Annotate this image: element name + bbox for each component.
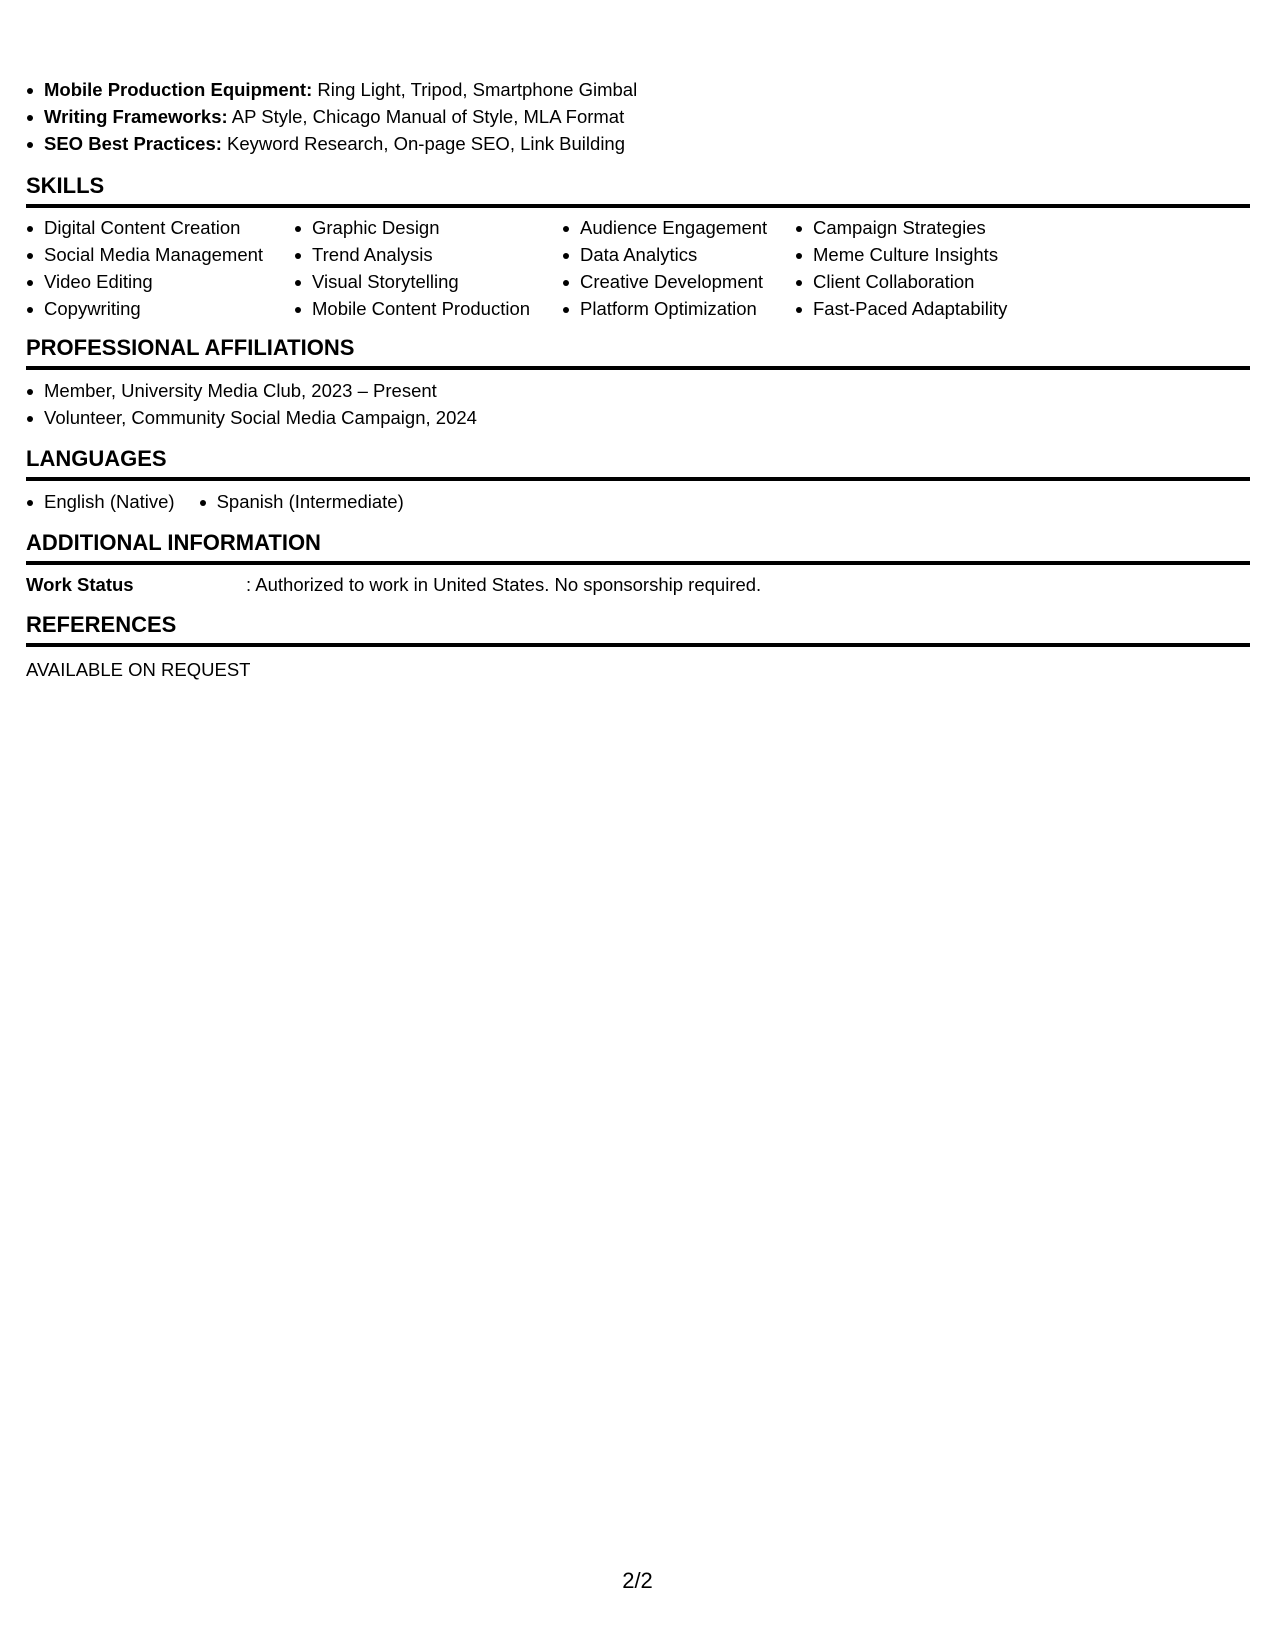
section-title-references: REFERENCES <box>26 611 1250 647</box>
skills-column-2 <box>294 214 562 322</box>
tools-list <box>26 76 1250 157</box>
skill-item: Campaign Strategies <box>795 214 1095 241</box>
page-number: 2/2 <box>622 1568 653 1593</box>
skill-item: Creative Development <box>562 268 795 295</box>
list-item <box>26 103 1250 130</box>
affiliations-list <box>26 377 1250 431</box>
skill-item: Audience Engagement <box>562 214 795 241</box>
references-section <box>26 611 1250 683</box>
list-item <box>26 130 1250 157</box>
work-status-label: Work Status <box>26 574 134 595</box>
list-item: Member, University Media Club, 2023 – Present <box>26 377 1250 404</box>
affiliations-section <box>26 334 1250 431</box>
tool-label: Writing Frameworks: <box>44 106 228 127</box>
skills-section <box>26 172 1250 322</box>
skill-item: Mobile Content Production <box>294 295 562 322</box>
skill-item: Graphic Design <box>294 214 562 241</box>
languages-section <box>26 445 1250 515</box>
section-title-languages: LANGUAGES <box>26 445 1250 481</box>
skills-column-4 <box>795 214 1095 322</box>
skill-item: Video Editing <box>26 268 294 295</box>
work-status-row <box>26 571 1250 598</box>
skill-item: Digital Content Creation <box>26 214 294 241</box>
tool-label: SEO Best Practices: <box>44 133 222 154</box>
skills-column-1 <box>26 214 294 322</box>
tool-label: Mobile Production Equipment: <box>44 79 313 100</box>
tool-value: AP Style, Chicago Manual of Style, MLA Format <box>227 106 625 127</box>
skill-item: Visual Storytelling <box>294 268 562 295</box>
references-text: AVAILABLE ON REQUEST <box>26 659 251 680</box>
list-item: Volunteer, Community Social Media Campaign, 2024 <box>26 404 1250 431</box>
additional-info-section <box>26 529 1250 598</box>
languages-list <box>26 488 1250 515</box>
skill-item: Data Analytics <box>562 241 795 268</box>
skill-item: Client Collaboration <box>795 268 1095 295</box>
section-title-affiliations: PROFESSIONAL AFFILIATIONS <box>26 334 1250 370</box>
section-title-additional-info: ADDITIONAL INFORMATION <box>26 529 1250 565</box>
skill-item: Meme Culture Insights <box>795 241 1095 268</box>
tool-value: Keyword Research, On-page SEO, Link Building <box>221 133 626 154</box>
language-item: Spanish (Intermediate) <box>199 488 404 515</box>
skill-item: Fast-Paced Adaptability <box>795 295 1095 322</box>
skill-item: Social Media Management <box>26 241 294 268</box>
skills-column-3 <box>562 214 795 322</box>
work-status-value: : Authorized to work in United States. No sponsorship required. <box>246 574 762 595</box>
section-title-skills: SKILLS <box>26 172 1250 208</box>
language-item: English (Native) <box>26 488 175 515</box>
skills-grid <box>26 214 1250 322</box>
skill-item: Trend Analysis <box>294 241 562 268</box>
tool-value: Ring Light, Tripod, Smartphone Gimbal <box>312 79 638 100</box>
resume-page <box>26 76 1250 683</box>
skill-item: Platform Optimization <box>562 295 795 322</box>
list-item <box>26 76 1250 103</box>
skill-item: Copywriting <box>26 295 294 322</box>
